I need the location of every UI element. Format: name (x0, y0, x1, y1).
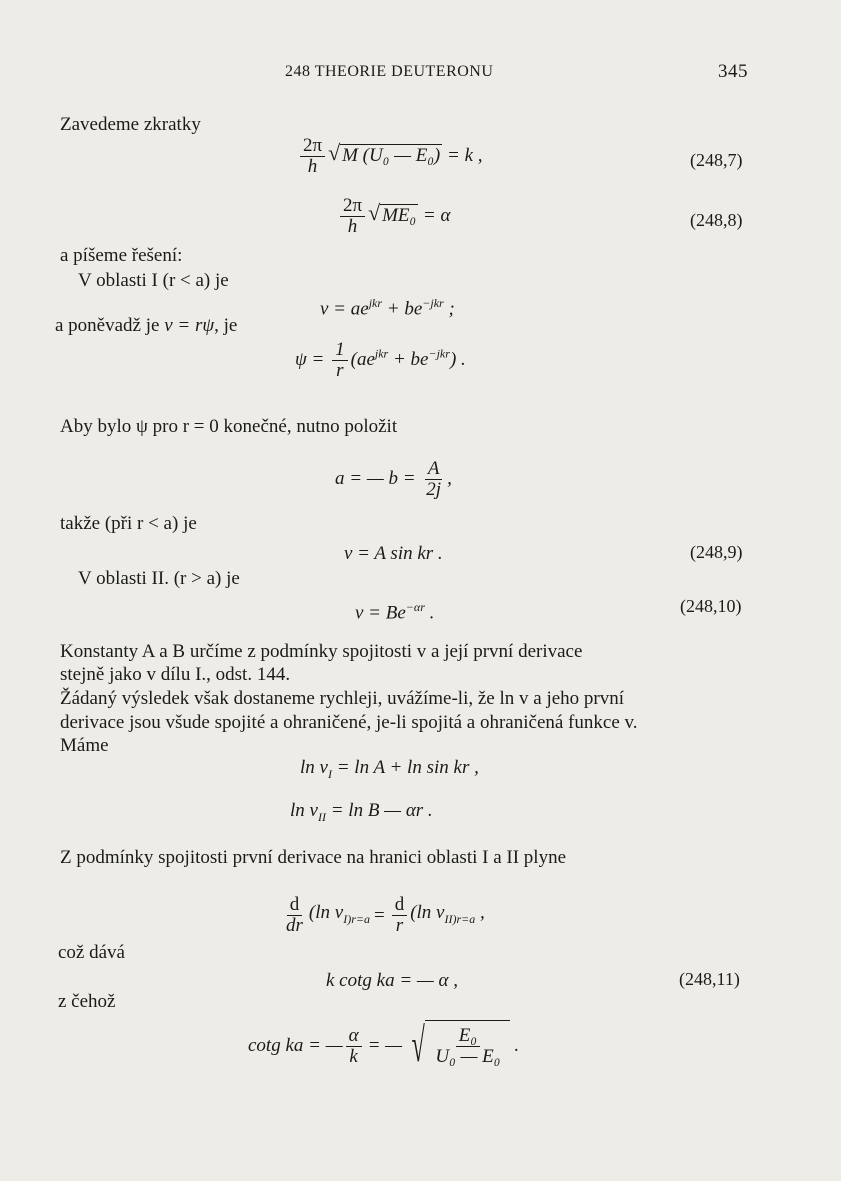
equation-cotg-final: cotg ka = — $\frac{\alpha}{k}$ = — √ $\frac{\text{E₀}}{\text{U₀ — E₀}}$ . (248, 1019, 520, 1072)
radical: √ $\frac{\text{E₀}}{\text{U₀ — E₀}}$ (405, 1020, 510, 1072)
text-takze: takže (při r < a) je (60, 513, 197, 534)
radical: √ ME₀ (368, 199, 417, 226)
text-oblast-2: V oblasti II. (r > a) je (78, 568, 240, 589)
equation-248-9: v = A sin kr . (344, 543, 443, 564)
text-mame: Máme (60, 735, 109, 756)
text-z-podminky: Z podmínky spojitosti první derivace na hranici oblasti I a II plyne (60, 847, 567, 868)
fraction: $\frac{\alpha}{k}$ (346, 1026, 362, 1067)
text-aby: Aby bylo ψ pro r = 0 konečné, nutno položit (60, 416, 398, 437)
fraction: $\frac{A}{2j}$ (426, 458, 442, 500)
text-konstanty-line-2: stejně jako v dílu I., odst. 144. (60, 664, 291, 685)
fraction: $\frac{d}{r}$ (392, 895, 408, 936)
equation-psi: ψ = $\frac{1}{r}$ $(ae^{jkr} + be^{-jkr})$ . (295, 339, 466, 381)
page-number: 345 (718, 61, 748, 82)
text-coz-dava: což dává (58, 942, 125, 963)
equation-number-248-8: (248,8) (690, 210, 743, 230)
text-ponevadz: a poněvadž je v = rψ, je (55, 315, 238, 336)
equation-number-248-11: (248,11) (679, 969, 740, 989)
text-oblast-1: V oblasti I (r < a) je (78, 270, 229, 291)
fraction: $\frac{1}{r}$ (332, 340, 348, 381)
running-header: 248 THEORIE DEUTERONU (285, 63, 494, 80)
fraction: $\frac{2\pi}{h}$ (340, 196, 365, 237)
text-zadany-line-2: derivace jsou všude spojité a ohraničené, je-li spojitá a ohraničená funkce v. (60, 712, 638, 733)
fraction: $\frac{d}{dr}$ (286, 894, 303, 936)
text-z-cehoz: z čehož (58, 991, 116, 1012)
text-zadany-line-1: Žádaný výsledek však dostaneme rychleji, uvážíme-li, že ln v a jeho první (60, 688, 625, 709)
equation-ln-1: $\ln v_I = \ln A + \ln \sin$ kr , (300, 757, 479, 781)
equation-248-7: $\frac{2\pi}{h}$ √ M (U₀ — E₀) = k , (297, 136, 483, 177)
equation-ln-2: $\ln v_{II} = \ln B$ — αr . (290, 800, 433, 824)
text-zavedeme: Zavedeme zkratky (60, 114, 201, 135)
equation-248-10: $v = Be^{-\alpha r}$ . (355, 600, 435, 624)
text-piseme: a píšeme řešení: (60, 245, 183, 266)
equation-v-region-1: $v = ae^{jkr} + be^{-jkr}$ ; (320, 296, 455, 320)
equation-number-248-7: (248,7) (690, 150, 743, 170)
fraction: $\frac{\text{E₀}}{\text{U₀ — E₀}}$ (435, 1025, 501, 1067)
fraction: $\frac{2\pi}{h}$ (300, 136, 325, 177)
equation-number-248-10: (248,10) (680, 596, 742, 616)
equation-248-8: $\frac{2\pi}{h}$ √ ME₀ = α (337, 196, 450, 237)
equation-number-248-9: (248,9) (690, 542, 743, 562)
radical: √ M (U₀ — E₀) (328, 139, 441, 166)
equation-a-b: a = — b = $\frac{A}{2j}$ , (335, 458, 452, 500)
equation-248-11: k cotg ka = — α , (326, 970, 459, 991)
equation-derivative: $\frac{d}{dr}$ (ln $v_{I)r=a}$ = $\frac{d}{r}$ (ln $v_{II)r=a}$ , (280, 893, 485, 936)
text-konstanty-line-1: Konstanty A a B určíme z podmínky spojitosti v a její první derivace (60, 641, 583, 662)
